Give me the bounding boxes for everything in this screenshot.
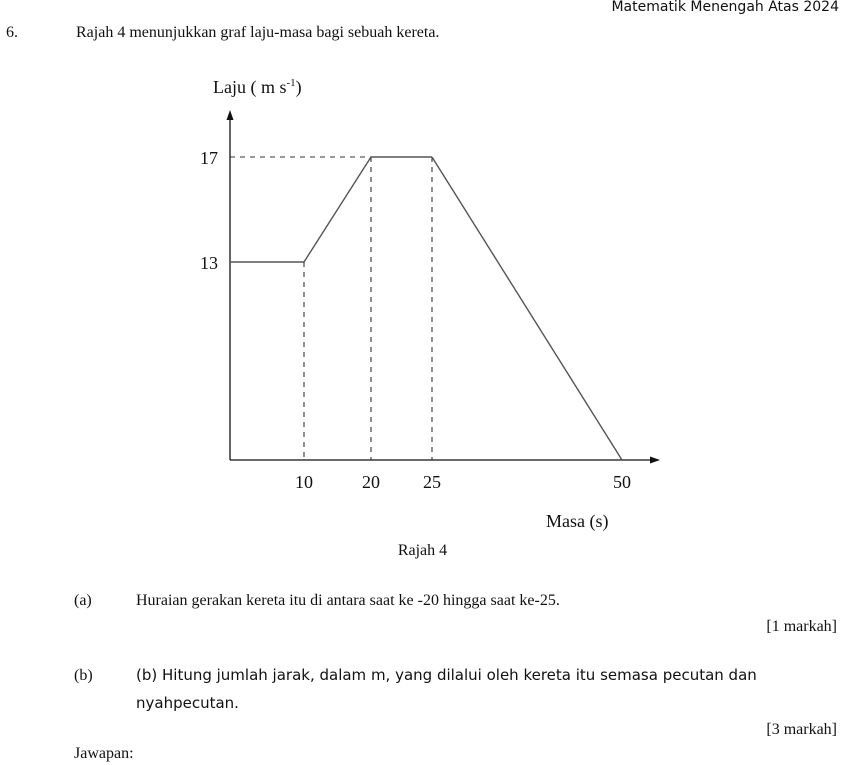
x-tick-label-20: 20 (362, 472, 380, 492)
graph-segment-4 (432, 157, 622, 460)
part-b-marks: [3 markah] (766, 721, 837, 738)
x-axis-arrow (650, 457, 660, 464)
page-header: Matematik Menengah Atas 2024 (611, 0, 839, 15)
y-tick-label-17: 17 (200, 148, 218, 168)
part-a-label: (a) (74, 592, 92, 609)
part-b-text-line-1: (b) Hitung jumlah jarak, dalam m, yang dilalui oleh kereta itu semasa pecutan dan (136, 666, 757, 684)
question-intro: Rajah 4 menunjukkan graf laju-masa bagi sebuah kereta. (76, 24, 440, 41)
y-axis-title-sup: -1 (286, 77, 296, 89)
question-number: 6. (6, 24, 18, 41)
x-axis-title: Masa (s) (546, 511, 609, 531)
y-axis-title-close: ) (295, 77, 302, 97)
y-axis-title-main: Laju ( m s (213, 77, 287, 97)
y-tick-label-13: 13 (200, 253, 218, 273)
answer-label: Jawapan: (74, 745, 134, 762)
part-a-marks: [1 markah] (766, 618, 837, 635)
graph-segment-2 (304, 157, 371, 262)
part-b-label: (b) (74, 667, 93, 684)
figure-caption: Rajah 4 (397, 542, 448, 559)
part-a-text: Huraian gerakan kereta itu di antara saat ke -20 hingga saat ke-25. (136, 592, 560, 609)
y-axis-arrow (227, 110, 234, 120)
x-tick-label-50: 50 (613, 472, 631, 492)
x-tick-label-10: 10 (295, 472, 313, 492)
x-tick-label-25: 25 (423, 472, 441, 492)
y-axis-title (213, 77, 302, 98)
part-b-text-line-2: nyahpecutan. (136, 694, 239, 712)
